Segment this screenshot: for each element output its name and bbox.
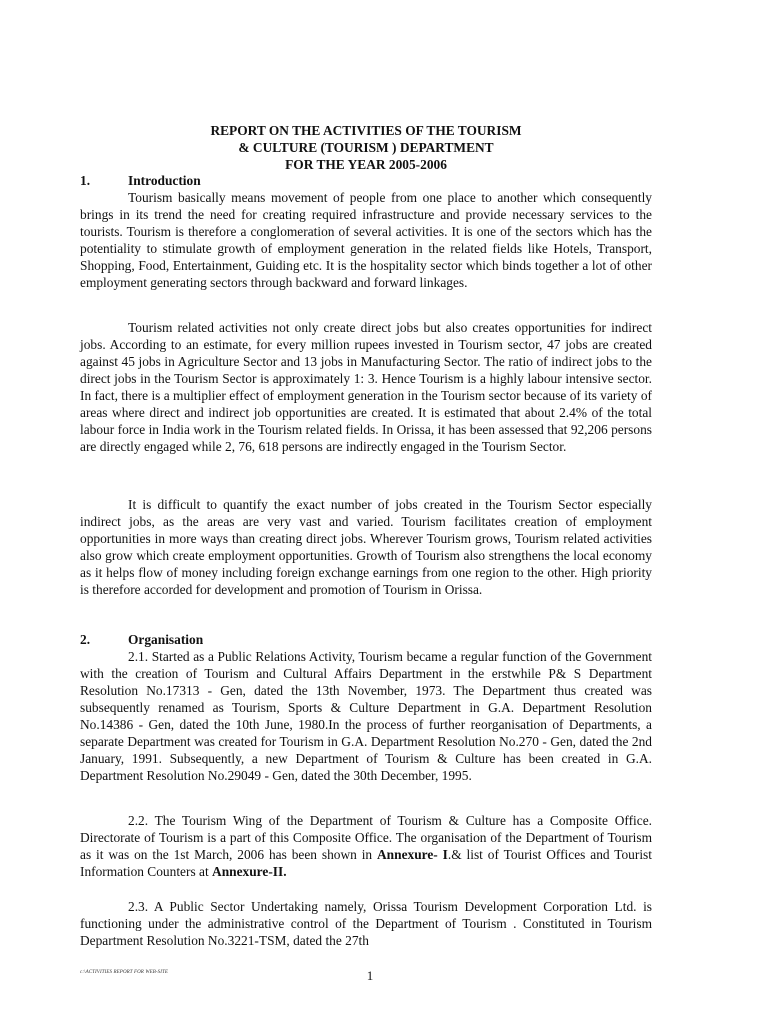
footer-file-note: c:\ACTIVITIES REPORT FOR WEB-SITE [80, 970, 169, 975]
section-heading-organisation [80, 631, 652, 648]
page-number: 1 [366, 968, 374, 983]
title-line-1: REPORT ON THE ACTIVITIES OF THE TOURISM [210, 123, 522, 138]
document-page [80, 0, 652, 1024]
section-title: Introduction [128, 173, 201, 188]
title-line-3: FOR THE YEAR 2005-2006 [285, 157, 447, 172]
annexure-1-reference: Annexure- I [377, 847, 448, 862]
organisation-paragraph-2-3: 2.3. A Public Sector Undertaking namely, Orissa Tourism Development Corporation Ltd. is functioning under the administrative control of the Department of Tourism . Constituted in Tourism Department Resolution No.3221-TSM, dated the 27th [80, 899, 652, 948]
section-number: 1. [80, 173, 91, 188]
organisation-paragraph-2-2 [80, 812, 652, 880]
paragraph-text: 2.2. The Tourism Wing of the Department of Tourism & Culture has a Composite Office. Directorate of Tourism is a part of this Composite Office. The organisation of the Department of Tourism as it was on the 1st March, 2006 has been shown in [80, 813, 652, 862]
section-title: Organisation [128, 632, 204, 647]
intro-paragraph-2: Tourism related activities not only create direct jobs but also creates opportunities for indirect jobs. According to an estimate, for every million rupees invested in Tourism sector, 47 jobs are created against 45 jobs in Agriculture Sector and 13 jobs in Manufacturing Sector. The ratio of indirect jobs to the direct jobs in the Tourism Sector is approximately 1: 3. Hence Tourism is a highly labour intensive sector. In fact, there is a multiplier effect of employment generation in the Tourism sector because of its variety of areas where direct and indirect job opportunities are created. It is estimated that about 2.4% of the total labour force in India work in the Tourism related fields. In Orissa, it has been assessed that 92,206 persons are directly engaged while 2, 76, 618 persons are indirectly engaged in the Tourism Sector. [80, 320, 652, 454]
organisation-paragraph-2-1: 2.1. Started as a Public Relations Activity, Tourism became a regular function of the Government with the creation of Tourism and Cultural Affairs Department in the erstwhile P& S Department Resolution No.17313 - Gen, dated the 13th November, 1973. The Department thus created was subsequently renamed as Tourism, Sports & Culture Department in G.A. Department Resolution No.14386 - Gen, dated the 10th June, 1980.In the process of further reorganisation of Departments, a separate Department was created for Tourism in G.A. Department Resolution No.270 - Gen, dated the 2nd January, 1991. Subsequently, a new Department of Tourism & Culture has been created in G.A. Department Resolution No.29049 - Gen, dated the 30th December, 1995. [80, 649, 652, 783]
section-heading-introduction [80, 172, 652, 189]
intro-paragraph-1: Tourism basically means movement of people from one place to another which consequently brings in its trend the need for creating required infrastructure and provide necessary services to the tourists. Tourism is therefore a conglomeration of several activities. It is one of the sectors which has the potentiality to stimulate growth of employment generation in the related fields like Hotels, Transport, Shopping, Food, Entertainment, Guiding etc. It is the hospitality sector which binds together a lot of other employment generating sectors through backward and forward linkages. [80, 190, 652, 290]
paragraph-text: .& list of Tourist Offices and Tourist Information Counters at [80, 847, 652, 879]
report-title [80, 122, 652, 173]
intro-paragraph-3: It is difficult to quantify the exact number of jobs created in the Tourism Sector especially indirect jobs, as the areas are very vast and varied. Tourism facilitates creation of employment opportunities in more ways than creating direct jobs. Wherever Tourism grows, Tourism related activities also grow which create employment opportunities. Growth of Tourism also strengthens the local economy as it helps flow of money including foreign exchange earnings from one region to the other. High priority is therefore accorded for development and promotion of Tourism in Orissa. [80, 497, 652, 597]
section-number: 2. [80, 632, 91, 647]
annexure-2-reference: Annexure-II. [212, 864, 287, 879]
title-line-2: & CULTURE (TOURISM ) DEPARTMENT [238, 140, 494, 155]
